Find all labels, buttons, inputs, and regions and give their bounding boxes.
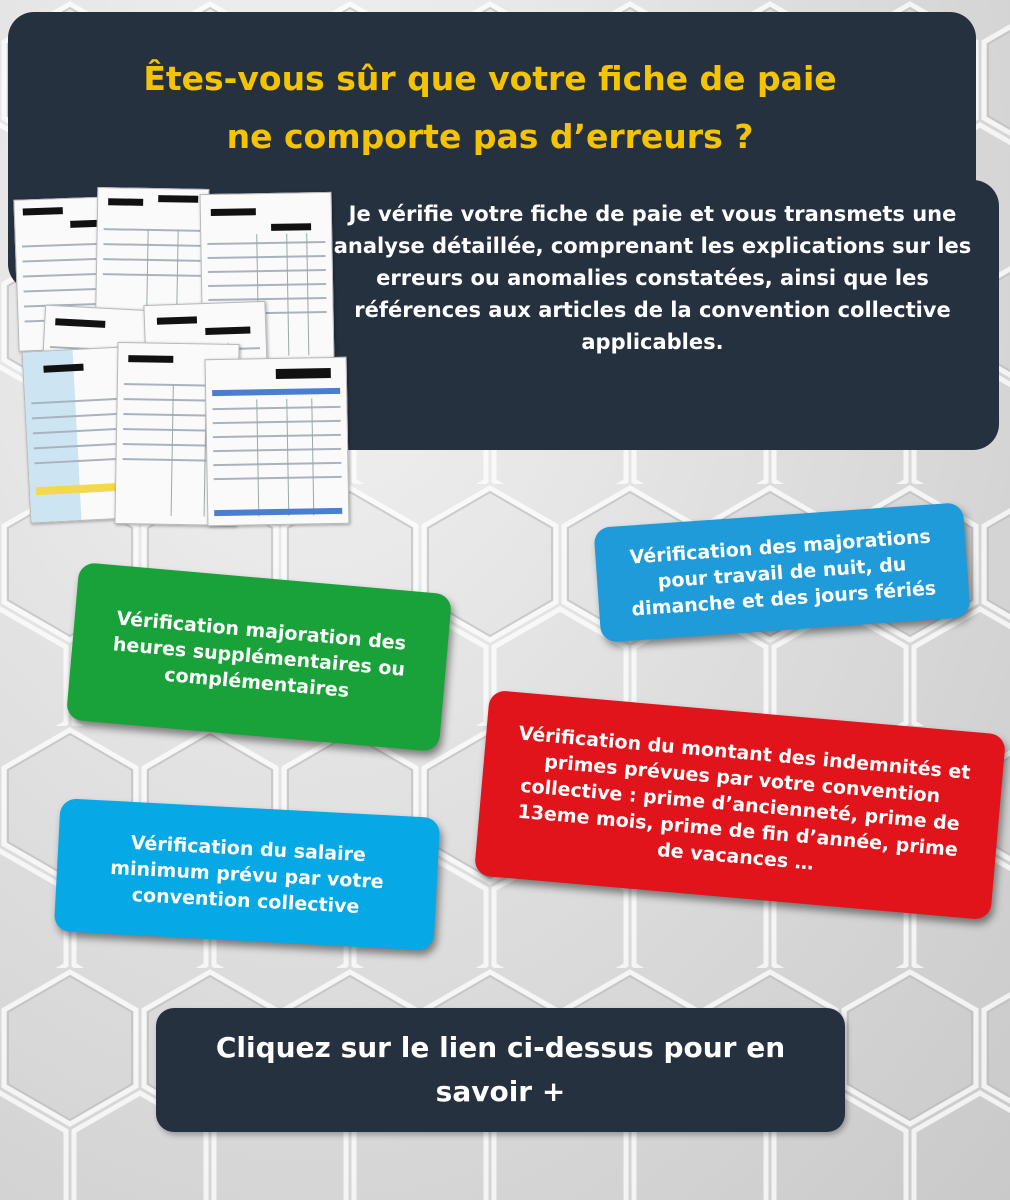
card-text: Vérification majoration des heures supplémentaires ou complémentaires — [112, 607, 407, 702]
description-text: Je vérifie votre fiche de paie et vous transmets une analyse détaillée, comprenant les explications sur les erreurs ou anomalies constatées, ainsi que les références aux articles de la convention collective applicables. — [333, 202, 972, 354]
card-text: Vérification du montant des indemnités et primes prévues par votre convention collective : prime d’ancienneté, prime de 13eme mois, prime de fin d’année, prime de vacances … — [516, 722, 972, 875]
card-text: Vérification des majorations pour travail de nuit, du dimanche et des jours fériés — [628, 525, 937, 621]
learn-more-button[interactable] — [156, 1008, 845, 1132]
card-text: Vérification du salaire minimum prévu par votre convention collective — [109, 831, 385, 918]
title-line-2: ne comporte pas d’erreurs ? — [226, 117, 754, 156]
learn-more-label: Cliquez sur le lien ci-dessus pour en savoir + — [215, 1031, 786, 1108]
title-line-1: Êtes-vous sûr que votre fiche de paie — [143, 59, 837, 98]
payslip-documents-icon — [16, 188, 361, 533]
card-overtime — [66, 562, 452, 752]
page-title — [60, 50, 920, 166]
card-minimum-salary — [54, 798, 440, 951]
